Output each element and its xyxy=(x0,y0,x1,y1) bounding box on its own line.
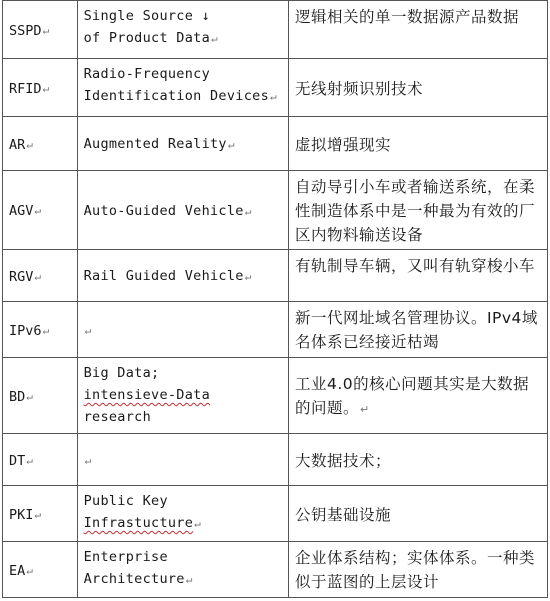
chinese-cell xyxy=(288,171,547,250)
table-row xyxy=(3,486,548,542)
chinese-cell xyxy=(288,117,547,171)
paragraph-mark-icon: ↵ xyxy=(270,90,277,103)
chinese-cell xyxy=(288,250,547,302)
paragraph-mark-icon: ↵ xyxy=(227,138,235,151)
paragraph-mark-icon: ↵ xyxy=(185,573,193,586)
chinese-cell xyxy=(288,59,547,117)
chinese-text: 逻辑相关的单一数据源产品数据 xyxy=(294,8,519,26)
abbr-text: PKI ↵ xyxy=(9,504,71,526)
abbr-cell xyxy=(3,250,78,302)
chinese-text: 工业4.0的核心问题其实是大数据的问题。↵ xyxy=(294,374,530,417)
paragraph-mark-icon: ↵ xyxy=(244,270,252,283)
paragraph-mark-icon: ↵ xyxy=(26,389,33,403)
abbr-text: EA ↵ xyxy=(9,560,71,582)
chinese-text: 大数据技术； xyxy=(294,451,391,470)
english-cell xyxy=(77,59,288,117)
table-row xyxy=(3,171,548,250)
english-line: research xyxy=(83,409,152,425)
paragraph-mark-icon: ↵ xyxy=(42,81,50,95)
english-line: Single Source ↓ xyxy=(83,8,211,24)
english-cell xyxy=(77,117,288,171)
english-cell xyxy=(77,1,288,59)
paragraph-mark-icon: ↵ xyxy=(244,204,252,218)
paragraph-mark-icon: ↵ xyxy=(42,23,50,37)
english-line: Augmented Reality↵ xyxy=(83,136,235,152)
english-cell xyxy=(77,486,288,542)
glossary-table xyxy=(2,0,548,598)
chinese-text: 公钥基础设施 xyxy=(294,505,391,524)
chinese-text: 虚拟增强现实 xyxy=(294,135,391,154)
english-line xyxy=(84,319,282,342)
abbr-text: RFID ↵ xyxy=(9,78,71,100)
chinese-cell xyxy=(288,358,547,434)
english-line: Radio-Frequency xyxy=(83,66,211,82)
chinese-text: 自动导引小车或者输送系统，在柔性制造体系中是一种最为有效的厂区内物料输送设备 xyxy=(294,178,535,244)
paragraph-mark-icon: ↵ xyxy=(34,269,42,283)
abbr-text: DT ↵ xyxy=(9,450,71,472)
english-line: Big Data; xyxy=(83,365,160,381)
chinese-text: 有轨制导车辆，又叫有轨穿梭小车 xyxy=(294,257,535,275)
paragraph-mark-icon: ↵ xyxy=(359,402,370,416)
table-row xyxy=(3,117,548,171)
paragraph-mark-icon: ↵ xyxy=(26,137,33,151)
abbr-cell xyxy=(3,434,78,486)
paragraph-mark-icon: ↵ xyxy=(26,563,33,577)
abbr-cell xyxy=(3,542,78,598)
table-row xyxy=(3,434,548,486)
english-cell xyxy=(77,358,288,434)
english-line: Auto-Guided Vehicle↵ xyxy=(83,202,252,219)
english-cell xyxy=(77,250,288,302)
english-line: Public Key xyxy=(83,493,168,509)
paragraph-mark-icon: ↵ xyxy=(34,507,42,521)
abbr-cell xyxy=(3,59,78,117)
paragraph-mark-icon: ↵ xyxy=(26,453,33,467)
paragraph-mark-icon: ↵ xyxy=(194,517,202,530)
chinese-cell xyxy=(288,434,547,486)
abbr-cell xyxy=(3,358,78,434)
abbr-text: AGV ↵ xyxy=(9,200,71,222)
english-line: intensieve-Data xyxy=(83,387,211,403)
paragraph-mark-icon: ↵ xyxy=(211,32,218,45)
english-line: Architecture↵ xyxy=(83,571,193,587)
english-line: Infrastucture↵ xyxy=(83,515,202,531)
paragraph-mark-icon: ↵ xyxy=(42,323,50,337)
abbr-cell xyxy=(3,171,78,250)
english-cell xyxy=(77,302,288,358)
chinese-cell xyxy=(288,302,547,358)
english-line: Rail Guided Vehicle↵ xyxy=(83,268,252,284)
table-row xyxy=(3,542,548,598)
english-line: Enterprise xyxy=(83,549,168,565)
chinese-cell xyxy=(288,542,547,598)
english-line xyxy=(84,449,282,472)
paragraph-mark-icon: ↵ xyxy=(84,324,92,337)
english-line: of Product Data↵ xyxy=(83,30,218,46)
table-row xyxy=(3,250,548,302)
chinese-cell xyxy=(288,1,547,59)
abbr-text: SSPD ↵ xyxy=(9,20,71,42)
chinese-cell xyxy=(288,486,547,542)
abbr-text: AR ↵ xyxy=(9,134,71,156)
chinese-text: 新一代网址域名管理协议。IPv4域名体系已经接近枯竭 xyxy=(294,309,538,351)
english-line: Identification Devices↵ xyxy=(83,88,277,104)
paragraph-mark-icon: ↵ xyxy=(84,454,92,467)
chinese-text: 无线射频识别技术 xyxy=(294,79,423,98)
table-row xyxy=(3,358,548,434)
chinese-text: 企业体系结构；实体体系。一种类似于蓝图的上层设计 xyxy=(294,549,535,591)
table-row xyxy=(3,59,548,117)
abbr-text: RGV ↵ xyxy=(9,266,71,288)
table-row xyxy=(3,302,548,358)
english-cell xyxy=(77,542,288,598)
abbr-cell xyxy=(3,486,78,542)
abbr-cell xyxy=(3,302,78,358)
table-row xyxy=(3,1,548,59)
abbr-text: IPv6 ↵ xyxy=(9,320,71,342)
english-cell xyxy=(77,434,288,486)
paragraph-mark-icon: ↵ xyxy=(34,204,42,217)
abbr-cell xyxy=(3,117,78,171)
english-cell xyxy=(77,171,288,250)
abbr-text: BD ↵ xyxy=(9,386,71,408)
abbr-cell xyxy=(3,1,78,59)
